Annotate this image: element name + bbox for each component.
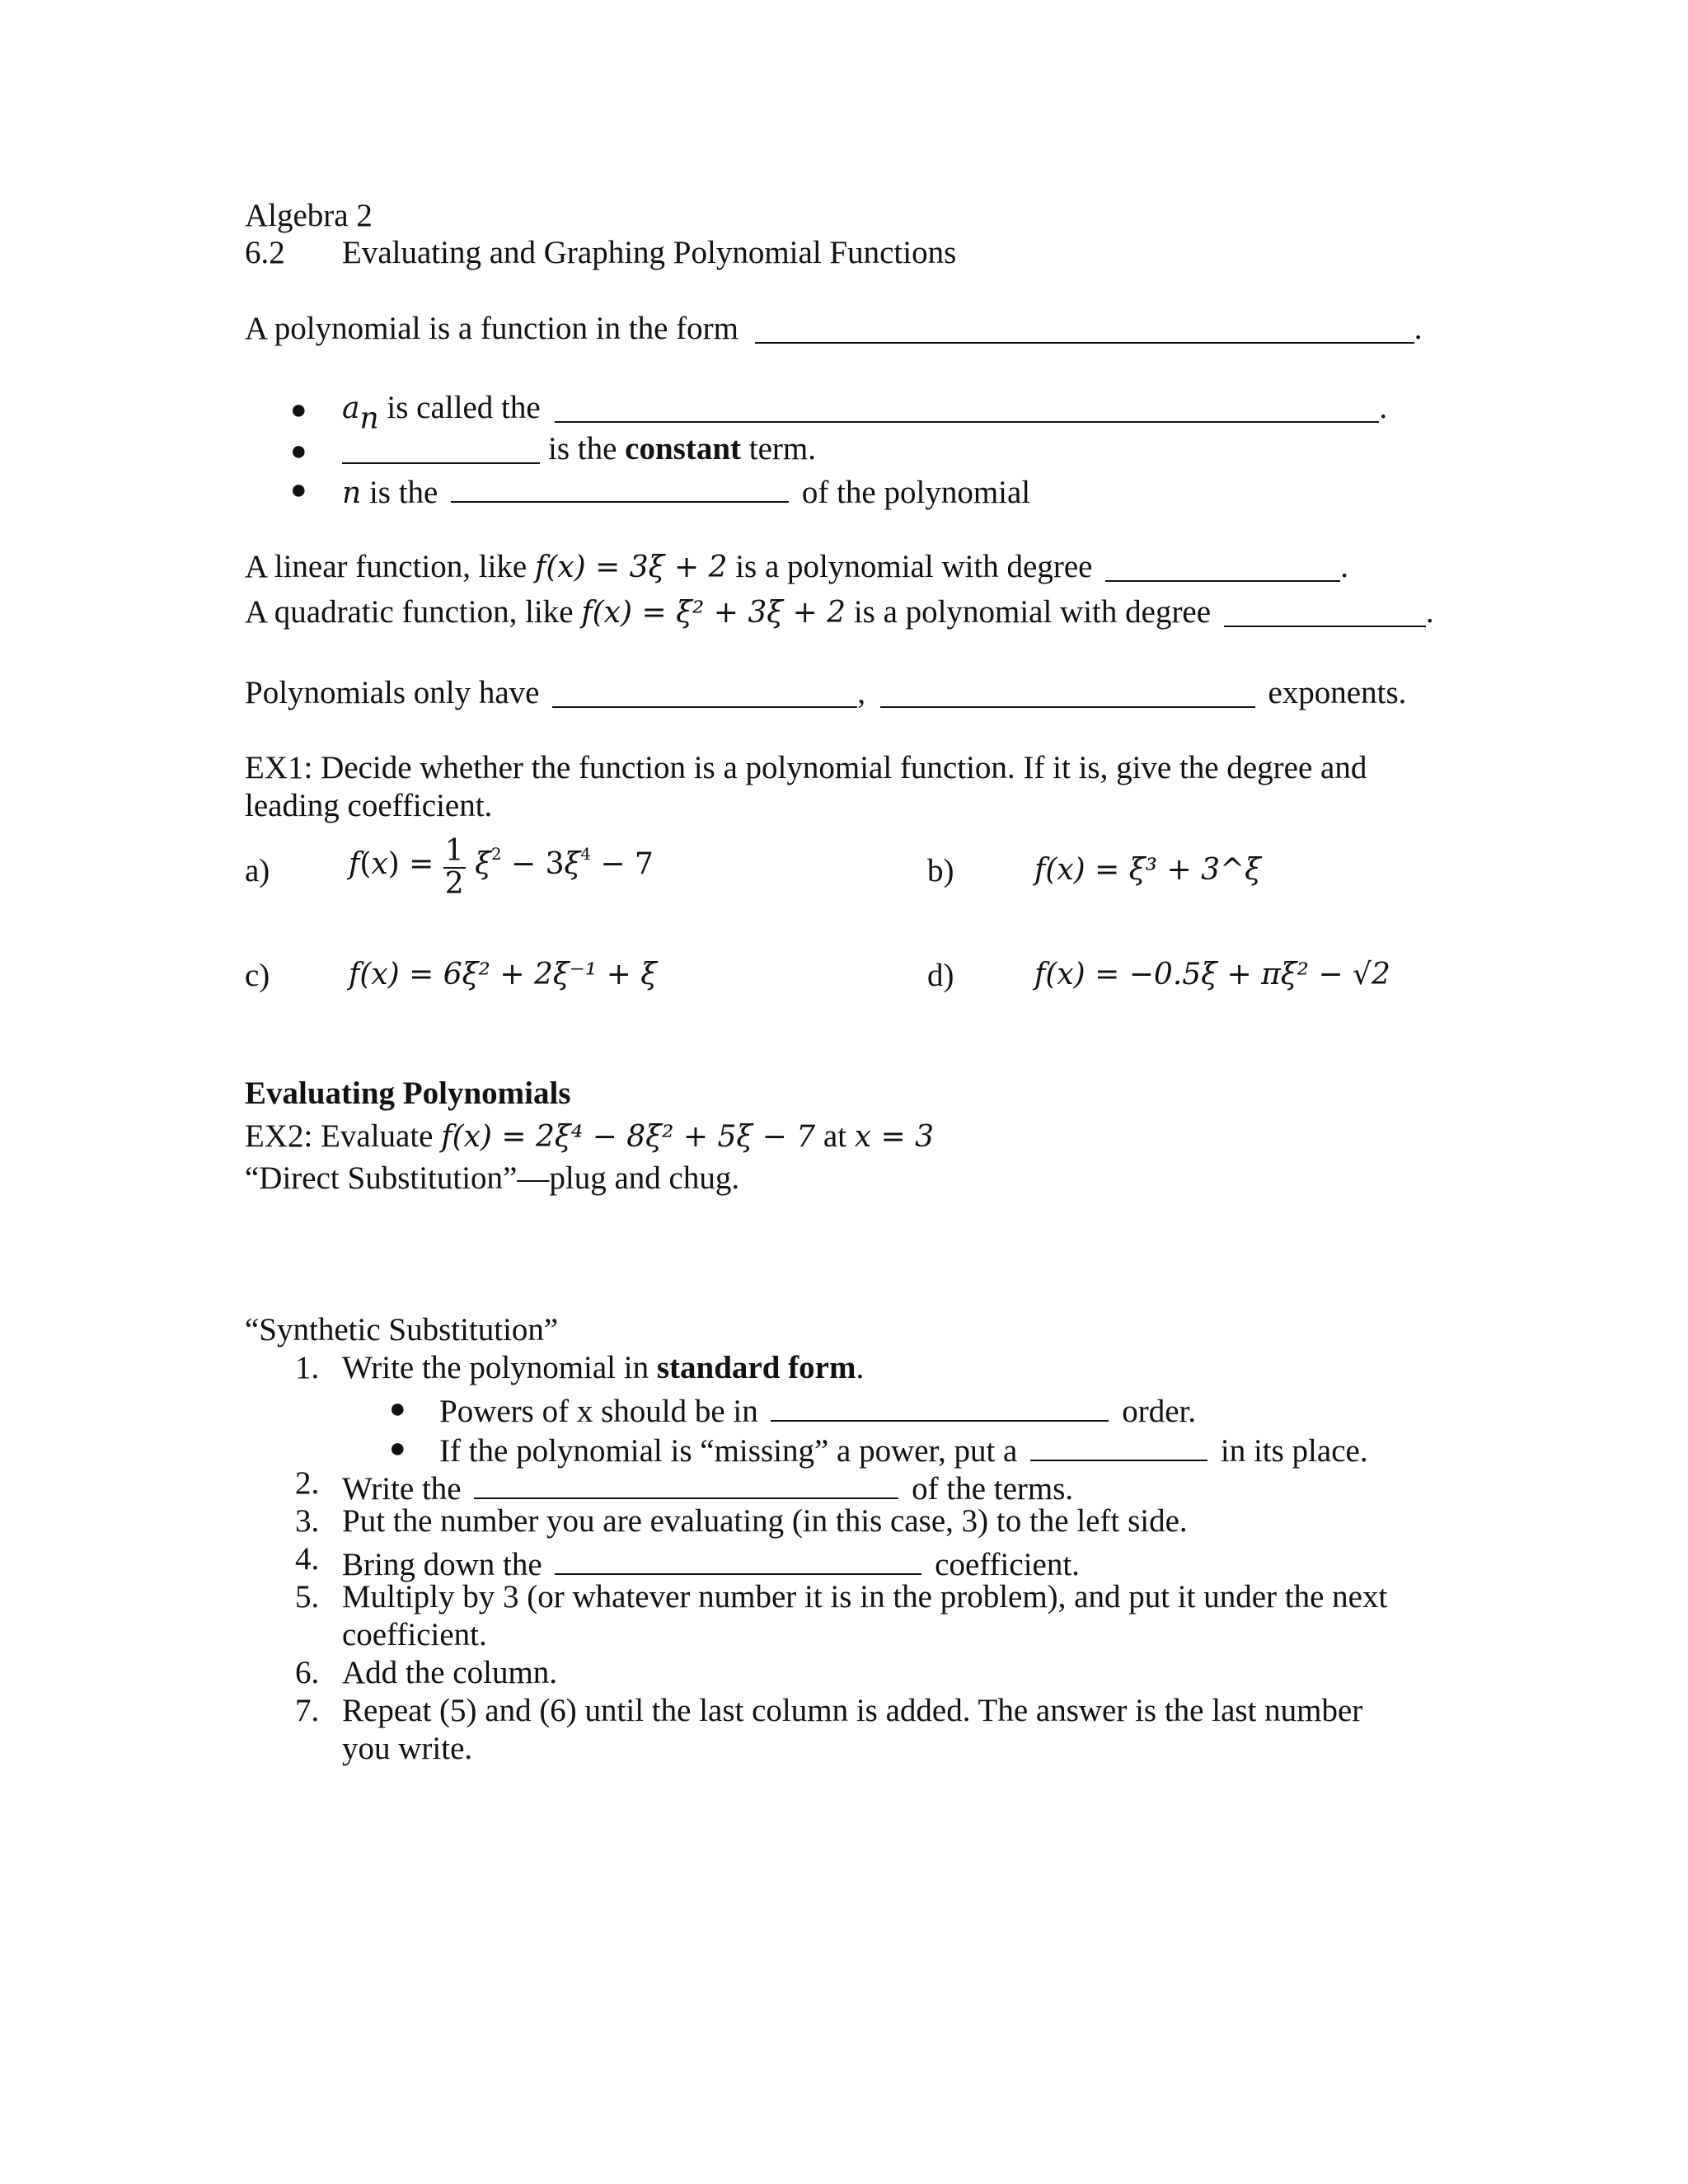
ex1-c-expression: f(x) = 6ξ² + 2ξ⁻¹ + ξ <box>349 958 658 991</box>
polynomial-definition-line <box>245 310 1423 348</box>
blank-degree <box>451 469 789 503</box>
bullet-icon: ● <box>389 1433 406 1464</box>
ex2-condition: x = 3 <box>854 1120 935 1154</box>
definition-text: A polynomial is a function in the form <box>245 311 738 346</box>
step-4-text: Bring down the coefficient. <box>342 1541 1080 1584</box>
blank-linear-degree <box>1105 548 1340 582</box>
ex1-prompt-line2: leading coefficient. <box>245 788 493 823</box>
blank-exponent-type-2 <box>880 674 1255 708</box>
ex1-b-label: b) <box>927 853 954 888</box>
step-6-text: Add the column. <box>342 1655 558 1690</box>
linear-function-expr: f(x) = 3ξ + 2 <box>535 551 728 584</box>
bullet-icon: ● <box>389 1394 406 1424</box>
definition-period: . <box>1414 311 1423 346</box>
step-2-number: 2. <box>295 1465 320 1501</box>
step-5-line1: Multiply by 3 (or whatever number it is in the problem), and put it under the next <box>342 1579 1388 1615</box>
blank-coefficients <box>474 1465 898 1499</box>
step-4-number: 4. <box>295 1541 320 1577</box>
subscript-n: n <box>359 401 379 436</box>
bullet-icon: ● <box>290 475 307 505</box>
step-7-line1: Repeat (5) and (6) until the last column is added. The answer is the last number <box>342 1693 1363 1728</box>
blank-quadratic-degree <box>1224 593 1426 627</box>
var-a: a <box>342 391 360 425</box>
step-3-text: Put the number you are evaluating (in this case, 3) to the left side. <box>342 1503 1188 1539</box>
ex1-d-label: d) <box>927 958 954 993</box>
step-7-line2: you write. <box>342 1731 473 1766</box>
direct-substitution-line: “Direct Substitution”—plug and chug. <box>245 1160 740 1196</box>
ex1-b-expression: f(x) = ξ³ + 3^ξ <box>1034 853 1261 887</box>
step-1-text: Write the polynomial in standard form. <box>342 1350 865 1385</box>
blank-placeholder <box>1030 1427 1207 1461</box>
step-1-sub-bullet-2: If the polynomial is “missing” a power, put a in its place. <box>439 1427 1368 1470</box>
step-1-number: 1. <box>295 1350 320 1385</box>
bullet-leading-coefficient: $a_n$ is called the . <box>342 390 1388 436</box>
evaluating-heading: Evaluating Polynomials <box>245 1076 571 1111</box>
linear-function-line: A linear function, like f(x) = 3ξ + 2 is a polynomial with degree . <box>245 549 1348 584</box>
ex1-d-expression: f(x) = −0.5ξ + πξ² − √2 <box>1034 958 1390 991</box>
section-number: 6.2 <box>245 235 285 270</box>
ex1-c-label: c) <box>245 958 270 993</box>
bullet-degree: n is the of the polynomial <box>342 469 1030 512</box>
ex1-a-label: a) <box>245 853 270 888</box>
ex2-line: EX2: Evaluate f(x) = 2ξ⁴ − 8ξ² + 5ξ − 7 at x = 3 <box>245 1118 935 1154</box>
blank-exponent-type-1 <box>552 674 857 708</box>
ex1-a-expression: f(x) = $\frac{1}{2}$ $\xi^2 - 3\xi^4 - 7$ <box>349 834 654 901</box>
bullet-1-text: is called the <box>387 390 541 425</box>
step-2-text: Write the of the terms. <box>342 1465 1073 1508</box>
step-1-sub-bullet-1: Powers of x should be in order. <box>439 1388 1196 1431</box>
bullet-constant-term: is the constant term. <box>342 430 816 468</box>
bullet-icon: ● <box>290 395 307 425</box>
blank-polynomial-form <box>755 310 1414 344</box>
bullet-icon: ● <box>290 436 307 466</box>
fraction-one-half: $\frac{1}{2}$ <box>444 834 464 901</box>
course-title: Algebra 2 <box>245 198 373 233</box>
section-title: Evaluating and Graphing Polynomial Functions <box>342 235 957 270</box>
step-5-number: 5. <box>295 1579 320 1615</box>
step-6-number: 6. <box>295 1655 320 1690</box>
var-n: n <box>342 476 362 510</box>
step-3-number: 3. <box>295 1503 320 1539</box>
quadratic-function-expr: f(x) = ξ² + 3ξ + 2 <box>581 596 846 630</box>
blank-leading-coefficient <box>555 389 1379 423</box>
exponents-line: Polynomials only have , exponents. <box>245 675 1407 710</box>
blank-power-order <box>771 1388 1109 1422</box>
blank-leading <box>555 1541 921 1575</box>
step-5-line2: coefficient. <box>342 1617 487 1652</box>
step-7-number: 7. <box>295 1693 320 1728</box>
ex2-expression: f(x) = 2ξ⁴ − 8ξ² + 5ξ − 7 <box>441 1120 816 1154</box>
blank-constant-term <box>342 430 540 464</box>
quadratic-function-line: A quadratic function, like f(x) = ξ² + 3ξ + 2 is a polynomial with degree . <box>245 594 1434 630</box>
ex1-prompt-line1: EX1: Decide whether the function is a polynomial function. If it is, give the degree and <box>245 750 1367 785</box>
synthetic-heading: “Synthetic Substitution” <box>245 1312 559 1347</box>
